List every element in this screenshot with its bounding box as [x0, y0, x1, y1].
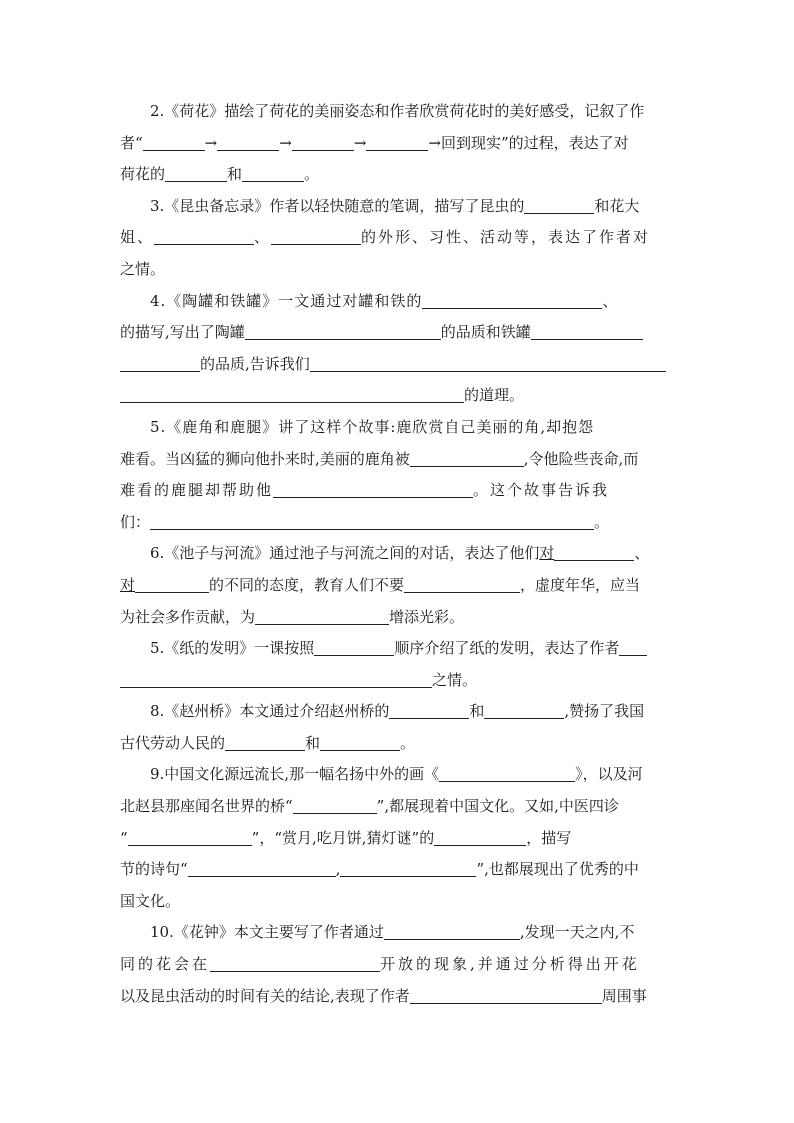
q8-blank-3[interactable]	[225, 732, 305, 751]
q5-line-1: 5.《鹿角和鹿腿》讲了这样个故事:鹿欣赏自己美丽的角,却抱怨	[150, 417, 595, 436]
q5-blank-2[interactable]	[273, 479, 473, 498]
q5-blank-1[interactable]	[410, 448, 524, 467]
worksheet-page	[120, 96, 676, 1012]
q7-line-1: 5.《纸的发明》一课按照 顺序介绍了纸的发明，表达了作者	[120, 633, 676, 665]
q10-line-1: 10.《花钟》本文主要写了作者通过 ,发现一天之内,不	[150, 923, 635, 942]
q9-blank-6[interactable]	[340, 858, 476, 877]
q2-line-2: 者“ → → → →回到现实”的过程，表达了对	[120, 133, 629, 152]
q5-line-2: 难看。当凶猛的狮向他扑来时,美丽的鹿角被 ,令他险些丧命,而	[120, 449, 639, 468]
q4-blank-4[interactable]	[120, 353, 200, 372]
q9-blank-5[interactable]	[188, 858, 336, 877]
q10-blank-3[interactable]	[410, 985, 602, 1004]
q4-line-4: 的道理。	[120, 380, 676, 412]
q3-blank-3[interactable]	[271, 226, 361, 245]
q4-blank-1[interactable]	[422, 290, 602, 309]
q6-line-3: 为社会多作贡献，为 增添光彩。	[120, 607, 465, 626]
q7-line-2: 之情。	[120, 665, 676, 697]
q5-line-4: 们： 。	[120, 512, 610, 531]
q4-blank-5[interactable]	[310, 353, 666, 372]
q9-blank-3[interactable]	[128, 827, 252, 846]
q9-line-2: 北赵县那座闻名世界的桥“ ”,都展现着中国文化。又如,中医四诊	[120, 797, 619, 816]
q9-line-3: “ ”，“赏月,吃月饼,猜灯谜”的 ，描写	[120, 828, 572, 847]
q7-blank-3[interactable]	[120, 669, 432, 688]
q4-blank-3[interactable]	[531, 321, 643, 340]
q2-line-3: 荷花的 和 。	[120, 165, 320, 184]
q10-line-3: 以及昆虫活动的时间有关的结论,表现了作者 周围事	[120, 986, 647, 1005]
q6-line-1: 6.《池子与河流》通过池子与河流之间的对话，表达了他们对 、	[150, 544, 650, 563]
q2-blank-5[interactable]	[165, 163, 227, 182]
q2-blank-1[interactable]	[143, 132, 205, 151]
q6-blank-2[interactable]	[135, 574, 209, 593]
q4-blank-2[interactable]	[245, 321, 441, 340]
q9-line-5: 国文化。	[120, 891, 181, 910]
q9-blank-4[interactable]	[434, 827, 526, 846]
q7-blank-1[interactable]	[314, 637, 394, 656]
q2-blank-2[interactable]	[217, 132, 279, 151]
q3-blank-1[interactable]	[524, 195, 594, 214]
q5-blank-3[interactable]	[150, 511, 594, 530]
q2-blank-3[interactable]	[292, 132, 354, 151]
q6-blank-4[interactable]	[255, 606, 389, 625]
q8-line-1: 8.《赵州桥》本文通过介绍赵州桥的 和 ,赞扬了我国	[150, 702, 645, 721]
q6-blank-1[interactable]	[554, 542, 634, 561]
q9-line-1: 9.中国文化源远流长,那一幅名扬中外的画《 》，以及河	[150, 765, 643, 784]
q4-line-1: 4.《陶罐和铁罐》一文通过对罐和铁的 、	[150, 291, 619, 310]
q9-blank-2[interactable]	[293, 795, 377, 814]
q4-line-2: 的描写,写出了陶罐 的品质和铁罐	[120, 317, 676, 349]
q5-line-3: 难看的鹿腿却帮助他 。这个故事告诉我	[120, 481, 610, 500]
q7-blank-2[interactable]	[619, 637, 647, 656]
q8-line-2: 古代劳动人民的 和 。	[120, 733, 416, 752]
q9-blank-1[interactable]	[439, 763, 575, 782]
q4-blank-6[interactable]	[120, 384, 464, 403]
q3-line-3: 之情。	[120, 259, 166, 278]
q10-blank-1[interactable]	[384, 921, 520, 940]
q10-blank-2[interactable]	[210, 953, 380, 972]
q10-line-2: 同的花会在 开放的现象,并通过分析得出开花	[120, 955, 640, 974]
q9-line-4: 节的诗句“ , ”,也都展现出了优秀的中	[120, 860, 639, 879]
q6-line-2: 对 的不同的态度，教育人们不要 ，虚度年华，应当	[120, 575, 641, 594]
q8-blank-4[interactable]	[320, 732, 400, 751]
q3-line-1: 3.《昆虫备忘录》作者以轻快随意的笔调，描写了昆虫的 和花大	[150, 196, 640, 215]
q2-line-1	[120, 96, 676, 128]
q6-blank-3[interactable]	[404, 574, 520, 593]
q8-blank-2[interactable]	[484, 700, 564, 719]
q2-text: 2.《荷花》描绘了荷花的美丽姿态和作者欣赏荷花时的美好感受，记叙了作	[150, 102, 645, 120]
q2-blank-4[interactable]	[366, 132, 428, 151]
q3-line-2: 姐、 、 的外形、习性、活动等，表达了作者对	[120, 228, 651, 247]
q8-blank-1[interactable]	[389, 700, 469, 719]
q3-blank-2[interactable]	[154, 226, 254, 245]
q4-line-3: 的品质,告诉我们	[120, 349, 676, 381]
q2-blank-6[interactable]	[242, 163, 304, 182]
